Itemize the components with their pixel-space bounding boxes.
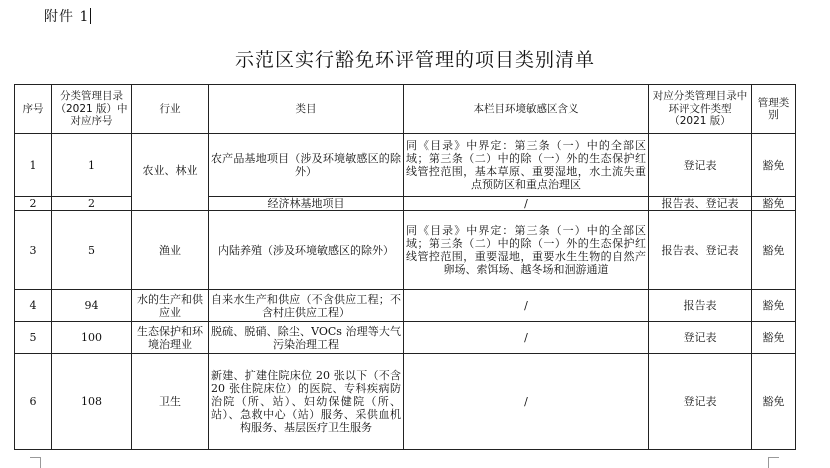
cell-category: 经济林基地项目 — [209, 197, 404, 211]
cell-catalog: 5 — [52, 211, 132, 290]
table-row — [15, 211, 796, 290]
annex-label-text: 附件 1 — [44, 9, 90, 25]
cell-sensitive: 同《目录》中界定：第三条（一）中的全部区域；第三条（二）中的除（一）外的生态保护红线管控范围，重要湿地，重要水生生物的自然产卵场、索饵场、越冬场和洄游通道 — [404, 211, 649, 290]
cell-doc-type: 登记表 — [649, 322, 752, 354]
cell-industry: 水的生产和供应业 — [132, 290, 209, 322]
text-cursor — [90, 8, 91, 24]
table-row — [15, 354, 796, 450]
cell-industry: 卫生 — [132, 354, 209, 450]
cell-mgmt: 豁免 — [752, 211, 796, 290]
cell-sensitive: / — [404, 322, 649, 354]
cell-mgmt: 豁免 — [752, 354, 796, 450]
table-header-row — [15, 85, 796, 134]
cell-seq: 3 — [15, 211, 52, 290]
cell-catalog: 100 — [52, 322, 132, 354]
cell-mgmt: 豁免 — [752, 197, 796, 211]
cell-sensitive: / — [404, 354, 649, 450]
cell-category: 自来水生产和供应（不含供应工程；不含村庄供应工程） — [209, 290, 404, 322]
page-title: 示范区实行豁免环评管理的项目类别清单 — [234, 49, 595, 71]
cell-industry: 渔业 — [132, 211, 209, 290]
header-sensitive: 本栏目环境敏感区含义 — [404, 85, 649, 134]
cell-mgmt: 豁免 — [752, 290, 796, 322]
crop-mark-bottom-left — [30, 457, 41, 468]
cell-doc-type: 报告表、登记表 — [649, 197, 752, 211]
header-category: 类目 — [209, 85, 404, 134]
cell-seq: 5 — [15, 322, 52, 354]
cell-seq: 1 — [15, 134, 52, 197]
header-mgmt: 管理类别 — [752, 85, 796, 134]
header-catalog: 分类管理目录（2021 版）中对应序号 — [52, 85, 132, 134]
cell-category: 新建、扩建住院床位 20 张以下（不含 20 张住院床位）的医院、专科疾病防治院（所、站）、妇幼保健院（所、站）、急救中心（站）服务、采供血机构服务、基层医疗卫生服务 — [209, 354, 404, 450]
header-doc-type: 对应分类管理目录中环评文件类型（2021 版） — [649, 85, 752, 134]
cell-sensitive: / — [404, 290, 649, 322]
cell-catalog: 94 — [52, 290, 132, 322]
cell-industry: 生态保护和环境治理业 — [132, 322, 209, 354]
cell-seq: 2 — [15, 197, 52, 211]
cell-doc-type: 登记表 — [649, 354, 752, 450]
cell-mgmt: 豁免 — [752, 134, 796, 197]
cell-catalog: 2 — [52, 197, 132, 211]
header-industry: 行业 — [132, 85, 209, 134]
cell-doc-type: 报告表 — [649, 290, 752, 322]
cell-category: 内陆养殖（涉及环境敏感区的除外） — [209, 211, 404, 290]
cell-catalog: 1 — [52, 134, 132, 197]
header-seq: 序号 — [15, 85, 52, 134]
cell-doc-type: 登记表 — [649, 134, 752, 197]
cell-sensitive: 同《目录》中界定：第三条（一）中的全部区域；第三条（二）中的除（一）外的生态保护红线管控范围，基本草原、重要湿地，水土流失重点预防区和重点治理区 — [404, 134, 649, 197]
table-row — [15, 322, 796, 354]
crop-mark-bottom-right — [768, 457, 779, 468]
cell-catalog: 108 — [52, 354, 132, 450]
cell-sensitive: / — [404, 197, 649, 211]
table-row — [15, 290, 796, 322]
annex-label — [44, 6, 91, 26]
cell-mgmt: 豁免 — [752, 322, 796, 354]
cell-seq: 6 — [15, 354, 52, 450]
table-row — [15, 134, 796, 197]
cell-industry: 农业、林业 — [132, 134, 209, 211]
cell-category: 农产品基地项目（涉及环境敏感区的除外） — [209, 134, 404, 197]
cell-seq: 4 — [15, 290, 52, 322]
project-category-table — [14, 84, 796, 450]
cell-doc-type: 报告表、登记表 — [649, 211, 752, 290]
cell-category: 脱硫、脱硝、除尘、VOCs 治理等大气污染治理工程 — [209, 322, 404, 354]
